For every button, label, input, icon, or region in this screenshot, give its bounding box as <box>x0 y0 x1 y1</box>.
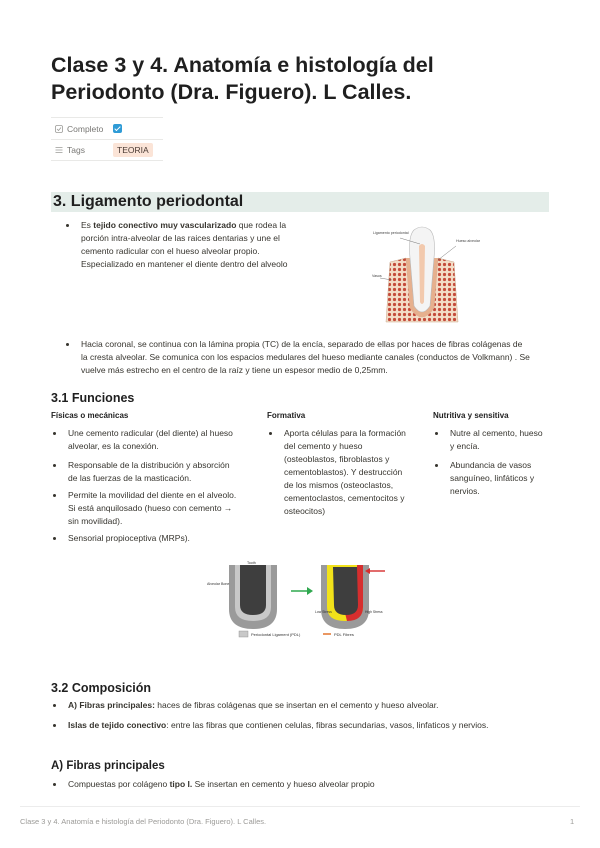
list-item: Nutre al cemento, hueso y encía. <box>435 427 555 453</box>
footer-divider <box>20 806 580 807</box>
list-property-icon <box>55 146 63 154</box>
column-head-nutritiva: Nutritiva y sensitiva <box>433 411 509 420</box>
list-item: Abundancia de vasos sanguíneo, linfáticos y nervios. <box>435 459 555 498</box>
list-item: Es tejido conectivo muy vascularizado que rodea la porción intra-alveolar de las raices dentarias y une el cemento radicular con el hueso alveolar propio. Especializado en mantener el diente dentro del alveolo <box>66 219 301 271</box>
list-item: Permite la movilidad del diente en el alveolo. Si está anquilosado (hueso con cemento → sin movilidad). <box>53 489 263 528</box>
tooth-left <box>240 565 266 615</box>
completo-checkbox[interactable] <box>113 124 122 133</box>
figure-label-hueso: Hueso alveolar <box>456 239 480 243</box>
property-completo-label: Completo <box>67 123 104 134</box>
figure-label-alveolar: Alveolar Bone <box>207 582 230 586</box>
figure-label-tooth: Tooth <box>247 561 256 565</box>
sectionA-heading: A) Fibras principales <box>51 760 165 772</box>
page-title-line2: Periodonto (Dra. Figuero). L Calles. <box>51 80 412 104</box>
properties-table <box>51 117 163 161</box>
page-title-line1: Clase 3 y 4. Anatomía e histología del <box>51 53 434 77</box>
list-item: Islas de tejido conectivo: entre las fibras que contienen celulas, fibras secundarias, vasos, linfaticos y nervios. <box>53 719 553 732</box>
list-item: Responsable de la distribución y absorción de las fuerzas de la masticación. <box>53 459 263 485</box>
list-item: Une cemento radicular (del diente) al hueso alveolar, es la conexión. <box>53 427 263 453</box>
footer-text: Clase 3 y 4. Anatomía e histología del Periodonto (Dra. Figuero). L Calles. <box>20 817 267 826</box>
figure-label-high-stress: High Stress <box>365 610 383 614</box>
property-tags <box>51 139 163 161</box>
legend-fibres: PDL Fibres <box>334 632 354 637</box>
list-item: Compuestas por colágeno tipo I. Se insertan en cemento y hueso alveolar propio <box>53 778 553 791</box>
figure-label-low-stress: Low Stress <box>315 610 332 614</box>
pdl-stress-figure <box>207 557 403 643</box>
column-head-formativa: Formativa <box>267 411 306 420</box>
pulp-shape <box>419 244 425 304</box>
legend-pdl: Periodontal Ligament (PDL) <box>251 632 301 637</box>
checkbox-property-icon <box>55 125 63 133</box>
periodontal-ligament-figure <box>372 222 480 326</box>
property-completo <box>51 117 163 139</box>
column-head-fisicas: Físicas o mecánicas <box>51 411 129 420</box>
page-number: 1 <box>570 817 575 826</box>
list-item: Aporta células para la formación del cemento y hueso (osteoblastos, fibroblastos y cementoblastos). Y destrucción de los mismos (osteoclastos, cementoclastos, cementocitos y osteocitos) <box>269 427 429 518</box>
property-tags-label: Tags <box>67 145 85 155</box>
list-item: Hacia coronal, se continua con la lámina propia (TC) de la encía, separado de ellas por haces de fibras colágenas de la cresta alveolar. Se comunica con los espacios medulares del hueso mediante canales (conductos de Volkmann) . Se vuelve más estrecho en el centro de la raíz y tiene un espesor medio de 0,25mm. <box>66 338 556 377</box>
page-title <box>51 52 551 106</box>
section32-heading: 3.2 Composición <box>51 681 152 695</box>
list-item: Sensorial propioceptiva (MRPs). <box>53 532 263 545</box>
figure-label-ligamento: Ligamento periodontal <box>373 231 409 235</box>
list-item: A) Fibras principales: haces de fibras colágenas que se insertan en el cemento y hueso alveolar. <box>53 699 553 712</box>
section3-heading: 3. Ligamento periodontal <box>53 193 244 210</box>
tooth-right <box>333 567 358 615</box>
legend-swatch-pdl <box>239 631 248 637</box>
figure-label-vasos: Vasos <box>372 274 382 278</box>
section31-heading: 3.1 Funciones <box>51 391 135 405</box>
tag-badge[interactable]: TEORIA <box>113 143 153 157</box>
